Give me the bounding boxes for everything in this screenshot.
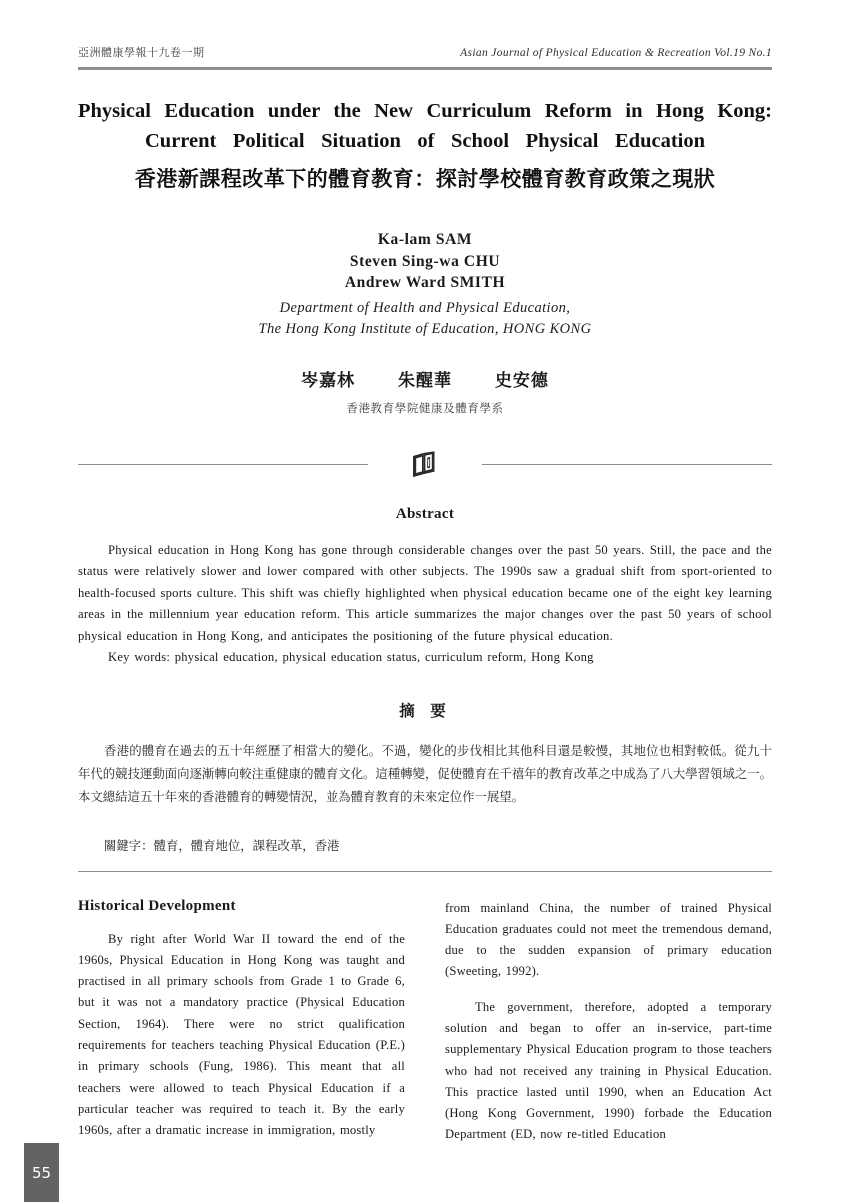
author-name-3: Andrew Ward SMITH (344, 274, 506, 291)
abstract-heading: Abstract (395, 505, 455, 522)
abstract-heading-chinese: 摘 要 (399, 701, 451, 720)
page-content (78, 44, 772, 1146)
author-name-chinese-2: 朱醒華 (398, 370, 452, 391)
author-name-chinese-1: 岑嘉林 (301, 370, 356, 391)
ornament-divider (78, 450, 772, 480)
author-names-chinese (78, 366, 772, 391)
author-block-chinese (78, 366, 772, 416)
divider-line-right (482, 464, 772, 465)
body-column-right (445, 898, 772, 1146)
title-english-line2: Current Political Situation of School Physical Education (145, 130, 705, 152)
abstract-body-chinese: 香港的體育在過去的五十年經歷了相當大的變化。不過，變化的步伐相比其他科目還是較慢，其地位也相對較低。從九十年代的競技運動面向逐漸轉向較注重健康的體育文化。這種轉變，促使體育在千禧年的教育改革之中成為了八大學習領域之一。本文總結這五十年來的香港體育的轉變情況，並為體育教育的未來定位作一展望。 (78, 742, 772, 804)
author-name-1: Ka-lam SAM (377, 231, 473, 248)
open-book-icon (368, 450, 482, 480)
title-english (78, 96, 772, 156)
body-paragraph: from mainland China, the number of trained Physical Education graduates could not meet the tremendous demand, due to the sudden expansion of primary education (Sweeting, 1992). (445, 900, 772, 979)
title-english-line1: Physical Education under the New Curriculum Reform in Hong Kong: (78, 100, 772, 122)
author-name-2: Steven Sing-wa CHU (349, 252, 501, 270)
running-head (78, 44, 772, 60)
body-column-left (78, 898, 405, 1146)
section-heading-historical-development: Historical Development (78, 897, 236, 914)
abstract-keywords-chinese: 關鍵字：體育，體育地位，課程改革，香港 (104, 837, 340, 853)
author-name-chinese-3: 史安德 (494, 370, 549, 391)
body-paragraph: The government, therefore, adopted a temporary solution and began to offer an in-service, part-time supplementary Physical Education program to those teachers who had not received any training in Physical Education. This practice lasted until 1990, when an Education Act (Hong Kong Government, 1990) forbade the Education Department (ED, now re-titled Education (445, 999, 772, 1142)
affiliation-line-2: The Hong Kong Institute of Education, HONG KONG (258, 320, 592, 337)
abstract-keywords: Key words: physical education, physical education status, curriculum reform, Hong Kong (108, 650, 594, 664)
affiliation-line-1: Department of Health and Physical Education, (279, 299, 571, 316)
running-head-right: Asian Journal of Physical Education & Recreation Vol.19 No.1 (460, 47, 772, 59)
abstract-bottom-rule (78, 871, 772, 872)
body-columns (78, 898, 772, 1146)
running-head-left: 亞洲體康學報十九卷一期 (78, 46, 205, 59)
divider-line-left (78, 464, 368, 465)
author-block (78, 229, 772, 340)
body-paragraph: By right after World War II toward the end of the 1960s, Physical Education in Hong Kong was taught and practised in all primary schools from Grade 1 to Grade 6, but it was not a mandatory practice (Physical Education Section, 1964). There were no strict qualification requirements for teachers teaching Physical Education (P.E.) in primary schools (Fung, 1986). This meant that all teachers were allowed to teach Physical Education if a particular teacher was required to teach it. By the early 1960s, after a dramatic increase in immigration, mostly (78, 931, 405, 1138)
page-number-tab (24, 1143, 59, 1202)
abstract-body: Physical education in Hong Kong has gone through considerable changes over the past 50 years. Still, the pace and the status were relatively slower and lower compared with other subjects. The 1990s saw a gradual shift from sport-oriented to health-focused sports culture. This shift was chiefly highlighted when physical education became one of the eight key learning areas in the millennium year education reform. This article summarizes the major changes over the past 50 years of school physical education in Hong Kong, and anticipates the positioning of the future physical education. (78, 542, 772, 643)
title-block (78, 96, 772, 193)
page-number: 55 (31, 1163, 52, 1182)
affiliation-chinese: 香港教育學院健康及體育學系 (346, 400, 504, 415)
header-rule (78, 67, 772, 70)
title-chinese: 香港新課程改革下的體育教育：探討學校體育教育政策之現狀 (134, 167, 716, 191)
